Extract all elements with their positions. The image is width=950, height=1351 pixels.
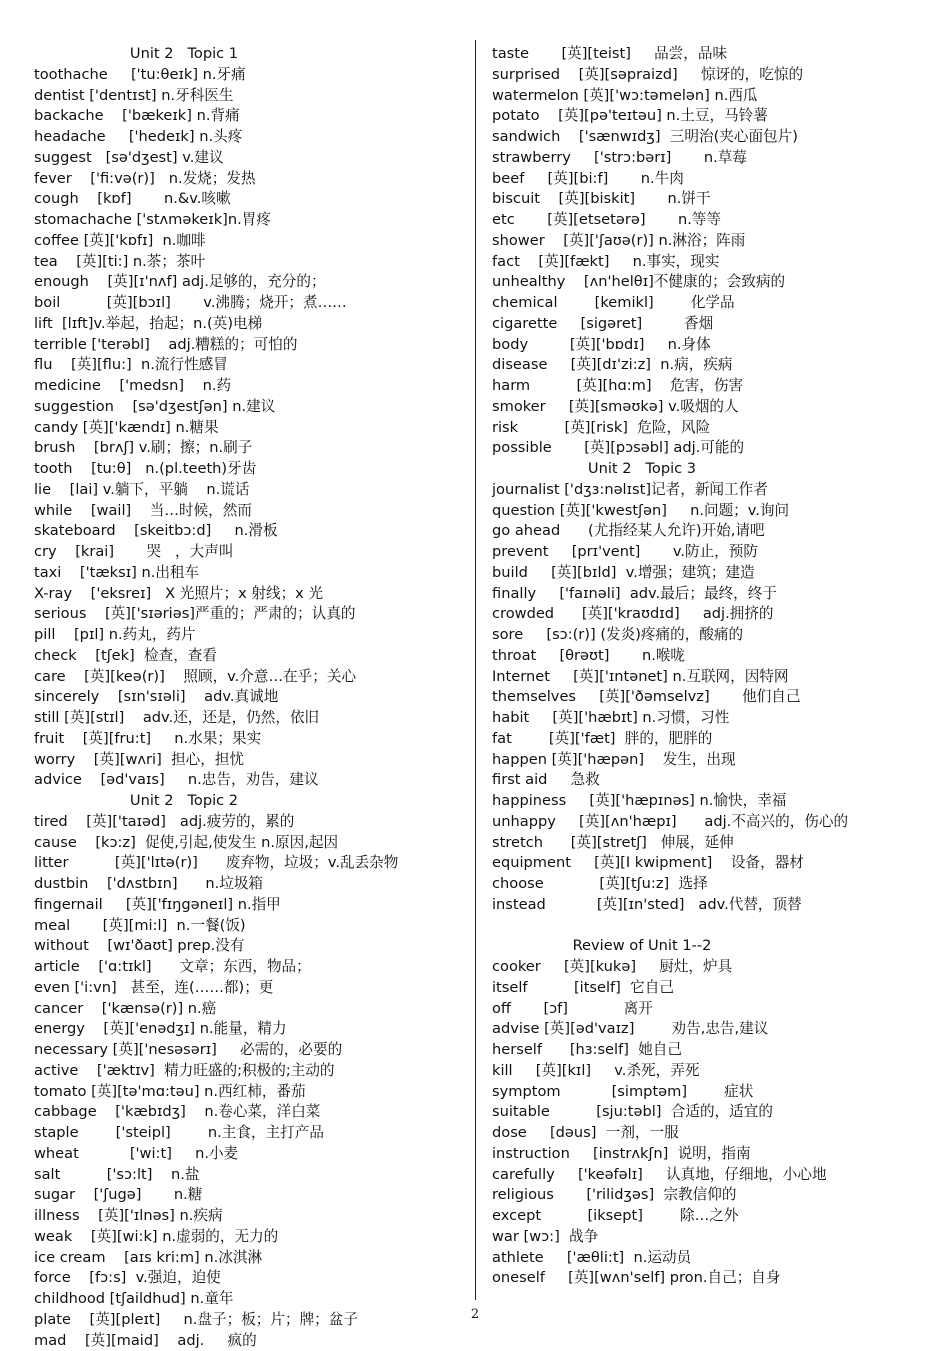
vocabulary-entry: shower [英]['ʃaʊə(r)] n.淋浴；阵雨 xyxy=(492,231,932,252)
vocabulary-entry: lie [lai] v.躺下，平躺 n.谎话 xyxy=(34,480,464,501)
vocabulary-entry: suggestion [sə'dʒestʃən] n.建议 xyxy=(34,397,464,418)
vocabulary-entry: themselves [英]['ðəmselvz] 他们自己 xyxy=(492,687,932,708)
vocabulary-entry: beef [英][bi:f] n.牛肉 xyxy=(492,169,932,190)
page-number: 2 xyxy=(0,1307,950,1322)
vocabulary-entry: equipment [英][I kwipment] 设备，器材 xyxy=(492,853,932,874)
vocabulary-entry: happen [英]['hæpən] 发生，出现 xyxy=(492,750,932,771)
vocabulary-entry: question [英]['kwestʃən] n.问题；v.询问 xyxy=(492,501,932,522)
vocabulary-entry: tea [英][ti:] n.茶；茶叶 xyxy=(34,252,464,273)
vocabulary-entry: force [fɔ:s] v.强迫，迫使 xyxy=(34,1268,464,1289)
vocabulary-entry: ice cream [aɪs kri:m] n.冰淇淋 xyxy=(34,1248,464,1269)
vocabulary-entry: litter [英]['lɪtə(r)] 废弃物，垃圾；v.乱丢杂物 xyxy=(34,853,464,874)
vocabulary-entry: active ['æktɪv] 精力旺盛的;积极的;主动的 xyxy=(34,1061,464,1082)
vocabulary-entry: backache ['bækeɪk] n.背痛 xyxy=(34,106,464,127)
vocabulary-entry: energy [英]['enədʒɪ] n.能量，精力 xyxy=(34,1019,464,1040)
vocabulary-entry: athlete ['æθli:t] n.运动员 xyxy=(492,1248,932,1269)
vocabulary-entry: lift [lɪft]v.举起，抬起；n.(英)电梯 xyxy=(34,314,464,335)
column-divider xyxy=(475,40,476,1300)
vocabulary-entry: risk [英][risk] 危险，风险 xyxy=(492,418,932,439)
vocabulary-entry: boil [英][bɔɪl] v.沸腾；烧开；煮…… xyxy=(34,293,464,314)
vocabulary-entry: etc [英][etsetərə] n.等等 xyxy=(492,210,932,231)
vocabulary-entry: harm [英][hɑ:m] 危害，伤害 xyxy=(492,376,932,397)
vocabulary-entry: wheat ['wi:t] n.小麦 xyxy=(34,1144,464,1165)
vocabulary-entry: fact [英][fækt] n.事实，现实 xyxy=(492,252,932,273)
section-heading: Review of Unit 1--2 xyxy=(492,936,792,957)
vocabulary-entry: cooker [英][kukə] 厨灶，炉具 xyxy=(492,957,932,978)
vocabulary-entry: first aid 急救 xyxy=(492,770,932,791)
vocabulary-entry: toothache ['tu:θeɪk] n.牙痛 xyxy=(34,65,464,86)
vocabulary-entry: symptom [simptəm] 症状 xyxy=(492,1082,932,1103)
vocabulary-entry: unhappy [英][ʌn'hæpɪ] adj.不高兴的，伤心的 xyxy=(492,812,932,833)
vocabulary-entry: carefully ['keəfəlɪ] 认真地，仔细地，小心地 xyxy=(492,1165,932,1186)
vocabulary-entry: itself [itself] 它自己 xyxy=(492,978,932,999)
vocabulary-entry: staple ['steipl] n.主食，主打产品 xyxy=(34,1123,464,1144)
section-heading: Unit 2 Topic 1 xyxy=(34,44,334,65)
vocabulary-entry: brush [brʌʃ] v.刷；擦；n.刷子 xyxy=(34,438,464,459)
vocabulary-entry: taxi ['tæksɪ] n.出租车 xyxy=(34,563,464,584)
vocabulary-entry: fingernail [英]['fɪŋgəneɪl] n.指甲 xyxy=(34,895,464,916)
vocabulary-entry: potato [英][pə'teɪtəu] n.土豆，马铃薯 xyxy=(492,106,932,127)
vocabulary-entry: advice [əd'vaɪs] n.忠告，劝告，建议 xyxy=(34,770,464,791)
vocabulary-entry: dustbin ['dʌstbɪn] n.垃圾箱 xyxy=(34,874,464,895)
vocabulary-entry: dentist ['dentɪst] n.牙科医生 xyxy=(34,86,464,107)
vocabulary-entry: tomato [英][tə'mɑ:təu] n.西红柿，番茄 xyxy=(34,1082,464,1103)
vocabulary-entry: watermelon [英]['wɔ:təmelən] n.西瓜 xyxy=(492,86,932,107)
vocabulary-entry: war [wɔ:] 战争 xyxy=(492,1227,932,1248)
vocabulary-entry: instead [英][ɪn'sted] adv.代替，顶替 xyxy=(492,895,932,916)
vocabulary-entry: religious ['rilidʒəs] 宗教信仰的 xyxy=(492,1185,932,1206)
vocabulary-entry: candy [英]['kændɪ] n.糖果 xyxy=(34,418,464,439)
vocabulary-entry: crowded [英]['kraʊdɪd] adj.拥挤的 xyxy=(492,604,932,625)
vocabulary-entry: except [iksept] 除…之外 xyxy=(492,1206,932,1227)
vocabulary-entry: pill [pɪl] n.药丸，药片 xyxy=(34,625,464,646)
vocabulary-entry: herself [hɜ:self] 她自己 xyxy=(492,1040,932,1061)
vocabulary-entry: article ['ɑ:tɪkl] 文章；东西，物品； xyxy=(34,957,464,978)
vocabulary-entry: skateboard [skeitbɔ:d] n.滑板 xyxy=(34,521,464,542)
vocabulary-entry: necessary [英]['nesəsərɪ] 必需的，必要的 xyxy=(34,1040,464,1061)
vocabulary-entry: serious [英]['sɪəriəs]严重的；严肃的；认真的 xyxy=(34,604,464,625)
vocabulary-entry: illness [英]['ɪlnəs] n.疾病 xyxy=(34,1206,464,1227)
vocabulary-entry: check [tʃek] 检查，查看 xyxy=(34,646,464,667)
section-heading: Unit 2 Topic 3 xyxy=(492,459,792,480)
vocabulary-entry: weak [英][wi:k] n.虚弱的，无力的 xyxy=(34,1227,464,1248)
vocabulary-entry: habit [英]['hæbɪt] n.习惯，习性 xyxy=(492,708,932,729)
vocabulary-entry: tired [英]['taɪəd] adj.疲劳的，累的 xyxy=(34,812,464,833)
vocabulary-entry: unhealthy [ʌn'helθɪ]不健康的；会致病的 xyxy=(492,272,932,293)
vocabulary-entry: dose [dəus] 一剂，一服 xyxy=(492,1123,932,1144)
vocabulary-entry: smoker [英][sməʊkə] v.吸烟的人 xyxy=(492,397,932,418)
blank-line xyxy=(492,916,932,937)
vocabulary-entry: tooth [tu:θ] n.(pl.teeth)牙齿 xyxy=(34,459,464,480)
vocabulary-entry: fever ['fi:və(r)] n.发烧；发热 xyxy=(34,169,464,190)
vocabulary-entry: choose [英][tʃu:z] 选择 xyxy=(492,874,932,895)
vocabulary-entry: childhood [tʃaildhud] n.童年 xyxy=(34,1289,464,1310)
vocabulary-entry: advise [英][əd'vaɪz] 劝告,忠告,建议 xyxy=(492,1019,932,1040)
vocabulary-entry: surprised [英][səpraizd] 惊讶的，吃惊的 xyxy=(492,65,932,86)
vocabulary-entry: Internet [英]['ɪntənet] n.互联网，因特网 xyxy=(492,667,932,688)
vocabulary-entry: sandwich ['sænwɪdʒ] 三明治(夹心面包片) xyxy=(492,127,932,148)
vocabulary-entry: finally ['faɪnəli] adv.最后；最终，终于 xyxy=(492,584,932,605)
vocabulary-entry: medicine ['medsn] n.药 xyxy=(34,376,464,397)
vocabulary-entry: build [英][bɪld] v.增强；建筑；建造 xyxy=(492,563,932,584)
vocabulary-entry: terrible ['terəbl] adj.糟糕的；可怕的 xyxy=(34,335,464,356)
vocabulary-entry: salt ['sɔ:lt] n.盐 xyxy=(34,1165,464,1186)
vocabulary-entry: fruit [英][fru:t] n.水果；果实 xyxy=(34,729,464,750)
vocabulary-entry: still [英][stɪl] adv.还，还是，仍然，依旧 xyxy=(34,708,464,729)
vocabulary-entry: mad [英][maid] adj. 疯的 xyxy=(34,1331,464,1351)
vocabulary-entry: throat [θrəʊt] n.喉咙 xyxy=(492,646,932,667)
vocabulary-entry: prevent [prɪ'vent] v.防止，预防 xyxy=(492,542,932,563)
vocabulary-entry: journalist ['dʒɜ:nəlɪst]记者，新闻工作者 xyxy=(492,480,932,501)
vocabulary-entry: cry [krai] 哭 ，大声叫 xyxy=(34,542,464,563)
vocabulary-entry: sore [sɔ:(r)] (发炎)疼痛的，酸痛的 xyxy=(492,625,932,646)
vocabulary-entry: without [wɪ'ðaʊt] prep.没有 xyxy=(34,936,464,957)
vocabulary-entry: X-ray ['eksreɪ] X 光照片；x 射线；x 光 xyxy=(34,584,464,605)
vocabulary-entry: meal [英][mi:l] n.一餐(饭) xyxy=(34,916,464,937)
vocabulary-entry: strawberry ['strɔ:bərɪ] n.草莓 xyxy=(492,148,932,169)
vocabulary-entry: even ['i:vn] 甚至，连(……都)；更 xyxy=(34,978,464,999)
vocabulary-entry: care [英][keə(r)] 照顾，v.介意…在乎；关心 xyxy=(34,667,464,688)
vocabulary-entry: cough [kɒf] n.&v.咳嗽 xyxy=(34,189,464,210)
vocabulary-entry: happiness [英]['hæpɪnəs] n.愉快，幸福 xyxy=(492,791,932,812)
vocabulary-entry: biscuit [英][biskit] n.饼干 xyxy=(492,189,932,210)
vocabulary-entry: stomachache ['stʌməkeɪk]n.胃疼 xyxy=(34,210,464,231)
vocabulary-entry: cabbage ['kæbɪdʒ] n.卷心菜，洋白菜 xyxy=(34,1102,464,1123)
vocabulary-entry: sugar ['ʃugə] n.糖 xyxy=(34,1185,464,1206)
vocabulary-entry: cigarette [sigəret] 香烟 xyxy=(492,314,932,335)
left-vocabulary-column xyxy=(34,44,464,1351)
vocabulary-entry: stretch [英][stretʃ] 伸展，延伸 xyxy=(492,833,932,854)
right-vocabulary-column xyxy=(492,44,932,1289)
vocabulary-entry: suggest [sə'dʒest] v.建议 xyxy=(34,148,464,169)
vocabulary-entry: enough [英][ɪ'nʌf] adj.足够的，充分的； xyxy=(34,272,464,293)
vocabulary-entry: body [英]['bɒdɪ] n.身体 xyxy=(492,335,932,356)
vocabulary-entry: instruction [instrʌkʃn] 说明，指南 xyxy=(492,1144,932,1165)
vocabulary-entry: disease [英][dɪ'zi:z] n.病，疾病 xyxy=(492,355,932,376)
vocabulary-entry: cause [kɔ:z] 促使,引起,使发生 n.原因,起因 xyxy=(34,833,464,854)
vocabulary-entry: fat [英]['fæt] 胖的，肥胖的 xyxy=(492,729,932,750)
vocabulary-entry: chemical [kemikl] 化学品 xyxy=(492,293,932,314)
vocabulary-entry: plate [英][pleɪt] n.盘子；板；片；牌；盆子 xyxy=(34,1310,464,1331)
vocabulary-entry: oneself [英][wʌn'self] pron.自己；自身 xyxy=(492,1268,932,1289)
vocabulary-entry: possible [英][pɔsəbl] adj.可能的 xyxy=(492,438,932,459)
vocabulary-entry: cancer ['kænsə(r)] n.癌 xyxy=(34,999,464,1020)
vocabulary-entry: go ahead (尤指经某人允许)开始,请吧 xyxy=(492,521,932,542)
vocabulary-entry: suitable [sju:təbl] 合适的，适宜的 xyxy=(492,1102,932,1123)
vocabulary-entry: while [wail] 当…时候，然而 xyxy=(34,501,464,522)
vocabulary-entry: flu [英][flu:] n.流行性感冒 xyxy=(34,355,464,376)
vocabulary-entry: taste [英][teist] 品尝，品味 xyxy=(492,44,932,65)
vocabulary-entry: sincerely [sɪn'sɪəli] adv.真诚地 xyxy=(34,687,464,708)
section-heading: Unit 2 Topic 2 xyxy=(34,791,334,812)
vocabulary-entry: kill [英][kɪl] v.杀死，弄死 xyxy=(492,1061,932,1082)
vocabulary-entry: worry [英][wʌri] 担心，担忧 xyxy=(34,750,464,771)
vocabulary-entry: coffee [英]['kɒfɪ] n.咖啡 xyxy=(34,231,464,252)
vocabulary-entry: off [ɔf] 离开 xyxy=(492,999,932,1020)
vocabulary-entry: headache ['hedeɪk] n.头疼 xyxy=(34,127,464,148)
